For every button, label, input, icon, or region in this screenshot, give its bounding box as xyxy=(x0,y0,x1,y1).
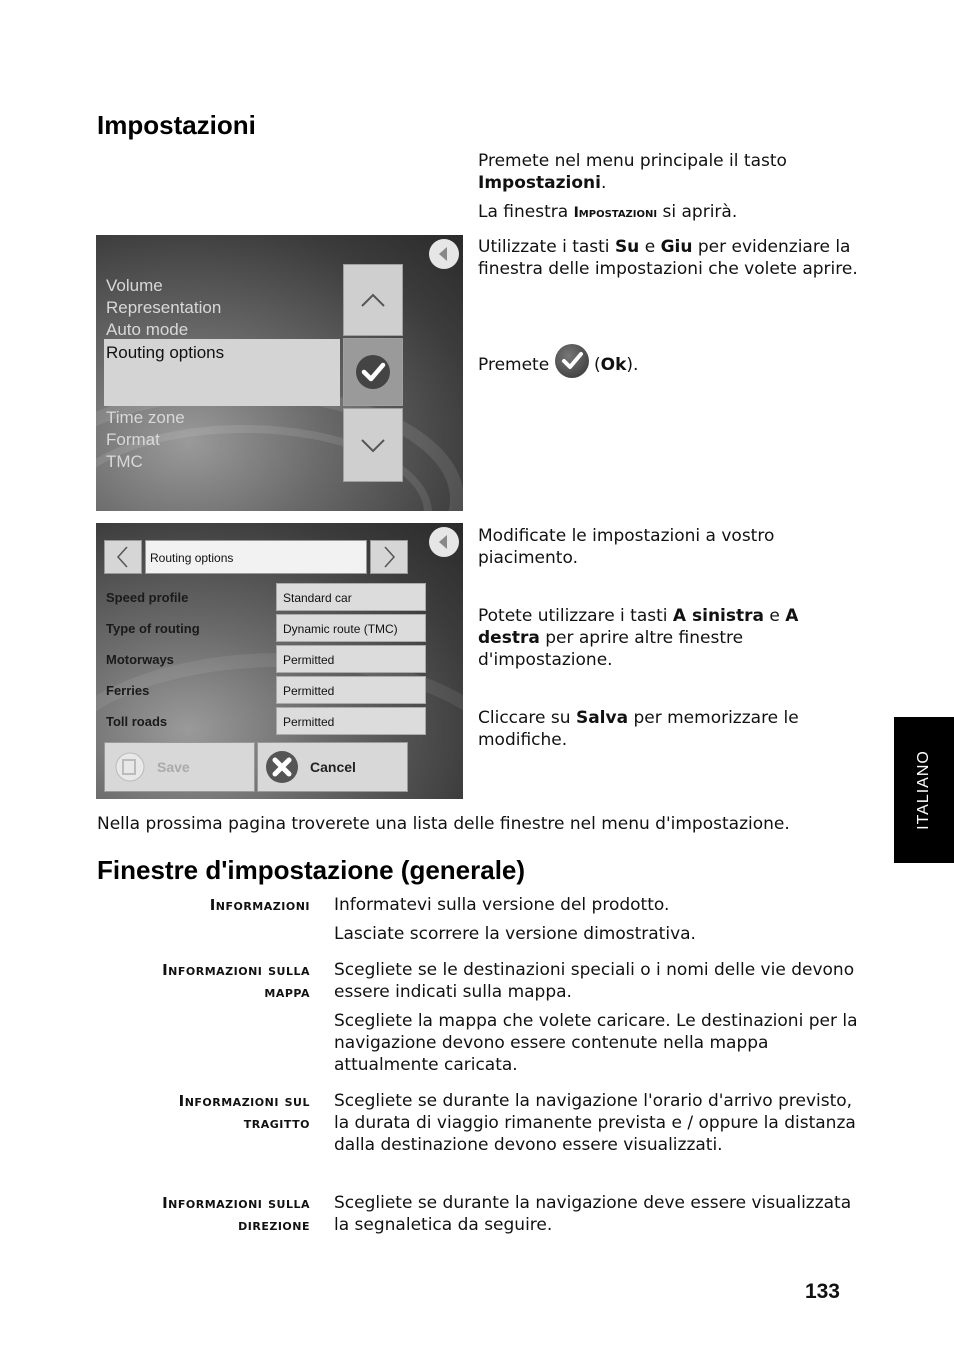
checkmark-icon xyxy=(353,352,393,392)
text: ( xyxy=(588,355,601,375)
save-label: Save xyxy=(157,759,190,775)
cancel-button[interactable] xyxy=(257,742,408,792)
term-line: tragitto xyxy=(243,1114,310,1132)
row-value-ferries[interactable]: Permitted xyxy=(276,676,426,704)
definition-informazioni-2: Lasciate scorrere la versione dimostrativa. xyxy=(334,924,696,944)
bold-text: Ok xyxy=(600,355,627,375)
text: La finestra xyxy=(478,202,574,222)
up-button[interactable] xyxy=(343,264,403,336)
paragraph-next-page: Nella prossima pagina troverete una lista delle finestre nel menu d'impostazione. xyxy=(97,814,790,834)
menu-item-auto-mode[interactable]: Auto mode xyxy=(106,320,189,339)
section-title-impostazioni: Impostazioni xyxy=(97,110,256,140)
row-value-toll-roads[interactable]: Permitted xyxy=(276,707,426,735)
settings-menu-screenshot xyxy=(96,235,463,511)
definition-mappa-2: Scegliete la mappa che volete caricare. Le destinazioni per la navigazione devono essere contenute nella mappa attualmente caricata. xyxy=(334,1011,858,1075)
ok-button[interactable] xyxy=(343,338,403,406)
back-button[interactable] xyxy=(429,527,459,557)
text: ). xyxy=(626,355,639,375)
page-number: 133 xyxy=(804,1280,840,1303)
back-button[interactable] xyxy=(429,239,459,269)
paragraph-modify-settings: Modificate le impostazioni a vostro piacimento. xyxy=(478,526,775,568)
left-arrow-icon xyxy=(115,545,131,569)
bold-text: A destra xyxy=(478,606,799,648)
save-icon xyxy=(115,752,145,782)
back-icon xyxy=(429,527,459,557)
left-button[interactable] xyxy=(104,540,142,574)
window-title: Routing options xyxy=(145,540,367,574)
text: Premete xyxy=(478,355,555,375)
bold-text: Giu xyxy=(660,237,693,257)
right-arrow-icon xyxy=(381,545,397,569)
bold-text: Su xyxy=(614,237,640,257)
row-label-toll-roads: Toll roads xyxy=(106,714,168,729)
definition-informazioni-1: Informatevi sulla versione del prodotto. xyxy=(334,895,670,915)
text: per memorizzare le modifiche. xyxy=(478,708,799,750)
term-line: Informazioni xyxy=(209,896,310,914)
term-line: Informazioni sulla xyxy=(162,961,310,979)
text: . xyxy=(600,173,607,193)
right-button[interactable] xyxy=(370,540,408,574)
definition-direzione: Scegliete se durante la navigazione deve essere visualizzata la segnaletica da seguire. xyxy=(334,1193,852,1235)
down-arrow-icon xyxy=(358,435,388,455)
term-informazioni-mappa xyxy=(97,959,310,1003)
term-informazioni-tragitto xyxy=(97,1090,310,1134)
paragraph-press-ok xyxy=(478,354,858,378)
row-label-ferries: Ferries xyxy=(106,683,150,698)
row-value-type-of-routing[interactable]: Dynamic route (TMC) xyxy=(276,614,426,642)
paragraph-press-settings xyxy=(478,150,858,194)
save-button[interactable] xyxy=(104,742,255,792)
term-line: Informazioni sul xyxy=(178,1092,310,1110)
menu-item-time-zone[interactable]: Time zone xyxy=(106,408,185,427)
term-informazioni-direzione xyxy=(97,1192,310,1236)
term-line: direzione xyxy=(238,1216,310,1234)
language-label: ITALIANO xyxy=(915,750,932,830)
text: e xyxy=(639,237,661,257)
menu-item-routing-options[interactable] xyxy=(104,339,340,406)
back-icon xyxy=(429,239,459,269)
selected-label: Routing options xyxy=(106,343,225,362)
language-tab xyxy=(894,717,954,863)
paragraph-window-opens xyxy=(478,201,858,224)
term-line: Informazioni sulla xyxy=(162,1194,310,1212)
section-title-finestre: Finestre d'impostazione (generale) xyxy=(97,855,526,885)
cancel-label: Cancel xyxy=(310,759,356,775)
cancel-icon xyxy=(264,749,300,785)
down-button[interactable] xyxy=(343,408,403,482)
text: si aprirà. xyxy=(657,202,738,222)
term-line: mappa xyxy=(264,983,310,1001)
smallcaps-text: Impostazioni xyxy=(573,205,658,221)
text: Premete nel menu principale il tasto xyxy=(478,151,787,171)
text: Utilizzate i tasti xyxy=(478,237,615,257)
paragraph-up-down xyxy=(478,236,863,280)
row-value-motorways[interactable]: Permitted xyxy=(276,645,426,673)
row-label-speed-profile: Speed profile xyxy=(106,590,189,605)
menu-item-tmc[interactable]: TMC xyxy=(106,452,143,471)
paragraph-left-right xyxy=(478,605,863,671)
text: per aprire altre finestre d'impostazione. xyxy=(478,628,744,670)
row-value-speed-profile[interactable]: Standard car xyxy=(276,583,426,611)
row-label-motorways: Motorways xyxy=(106,652,174,667)
text: e xyxy=(763,606,786,626)
routing-options-screenshot xyxy=(96,523,463,799)
text: per evidenziare la finestra delle impostazioni che volete aprire. xyxy=(478,237,858,279)
row-label-type-of-routing: Type of routing xyxy=(106,621,200,636)
ok-checkmark-icon xyxy=(555,344,589,378)
term-informazioni xyxy=(97,894,310,916)
paragraph-click-save xyxy=(478,707,858,751)
menu-item-format[interactable]: Format xyxy=(106,430,160,449)
definition-mappa-1: Scegliete se le destinazioni speciali o i nomi delle vie devono essere indicati sulla mappa. xyxy=(334,960,855,1002)
up-arrow-icon xyxy=(358,290,388,310)
menu-item-volume[interactable]: Volume xyxy=(106,276,163,295)
definition-tragitto: Scegliete se durante la navigazione l'orario d'arrivo previsto, la durata di viaggio rimanente prevista e / oppure la distanza dalla destinazione devono essere visualizzati. xyxy=(334,1091,856,1155)
menu-item-representation[interactable]: Representation xyxy=(106,298,222,317)
bold-text: Salva xyxy=(575,708,629,728)
text: Potete utilizzare i tasti xyxy=(478,606,673,626)
text: Cliccare su xyxy=(478,708,576,728)
bold-text: Impostazioni xyxy=(478,173,601,193)
bold-text: A sinistra xyxy=(672,606,764,626)
